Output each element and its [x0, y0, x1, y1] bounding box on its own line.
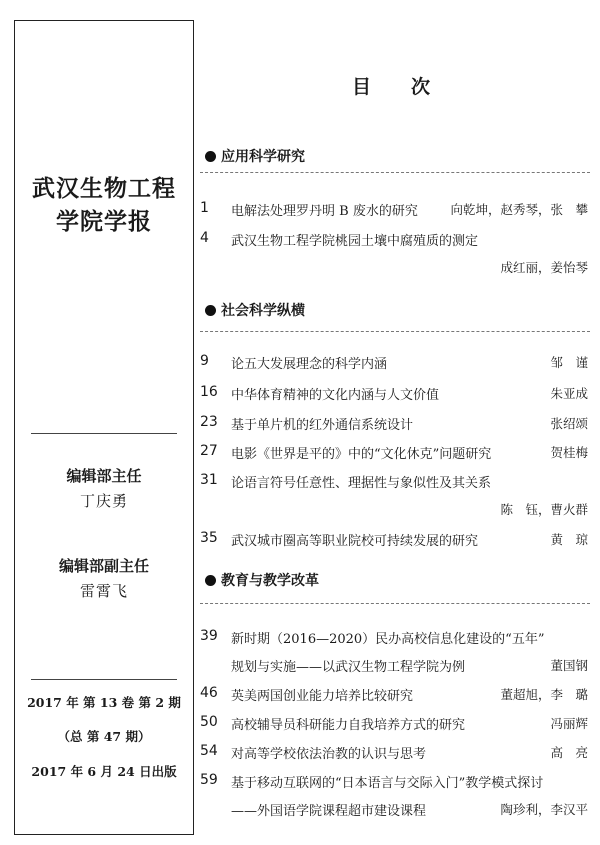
entry-title: 中华体育精神的文化内涵与人文价值 — [231, 388, 440, 403]
total-issue: （总 第 47 期） — [57, 729, 151, 744]
entry-authors: 董超旭，李 璐 — [500, 687, 588, 702]
entry-authors: 董国钢 — [550, 658, 588, 673]
entry-page: 16 — [200, 384, 218, 400]
entry-authors: 贺桂梅 — [550, 445, 588, 460]
sidebar-divider-top — [31, 433, 177, 434]
entry-title: 英美两国创业能力培养比较研究 — [231, 689, 414, 704]
entry-page: 9 — [200, 353, 209, 369]
section-name: 社会科学纵横 — [221, 303, 305, 319]
entry-page: 35 — [200, 530, 218, 546]
editor-role: 编辑部主任 — [66, 467, 142, 485]
entry-title: 电解法处理罗丹明 B 废水的研究 — [231, 204, 418, 219]
entry-page: 59 — [200, 772, 218, 788]
deputy-editor-block — [15, 555, 193, 601]
journal-title — [15, 173, 193, 239]
entry-page: 39 — [200, 628, 218, 644]
journal-title-line2: 学院学报 — [56, 209, 152, 235]
section-heading-social-science — [205, 300, 305, 320]
entry-title-continuation: 规划与实施——以武汉生物工程学院为例 — [231, 660, 466, 675]
toc-title: 目次 — [352, 76, 471, 98]
entry-page: 1 — [200, 200, 209, 216]
entry-page: 23 — [200, 414, 218, 430]
entry-authors: 冯丽辉 — [550, 716, 588, 731]
entry-title: 论五大发展理念的科学内涵 — [231, 357, 388, 372]
issue-line: 2017 年 第 13 卷 第 2 期 — [27, 695, 181, 710]
entry-page: 50 — [200, 714, 218, 730]
entry-authors: 陈 钰，曹火群 — [500, 502, 588, 517]
entry-page: 31 — [200, 472, 218, 488]
entry-page: 46 — [200, 685, 218, 701]
section-heading-education-reform — [205, 570, 319, 590]
bullet-dot-icon — [205, 305, 216, 316]
entry-title: 基于单片机的红外通信系统设计 — [231, 418, 414, 433]
entry-authors: 成红丽，姜怡琴 — [500, 260, 588, 275]
section-divider — [200, 172, 590, 173]
deputy-editor-name: 雷霄飞 — [79, 582, 128, 600]
entry-authors: 向乾坤，赵秀琴，张 攀 — [450, 202, 588, 217]
entry-authors: 高 亮 — [550, 745, 588, 760]
entry-title: 新时期（2016—2020）民办高校信息化建设的“五年” — [231, 632, 545, 647]
entry-page: 27 — [200, 443, 218, 459]
publish-date: 2017 年 6 月 24 日出版 — [31, 764, 177, 779]
entry-authors: 黄 琼 — [550, 532, 588, 547]
entry-title-continuation: ——外国语学院课程超市建设课程 — [231, 804, 427, 819]
bullet-dot-icon — [205, 151, 216, 162]
entry-authors: 朱亚成 — [550, 386, 588, 401]
deputy-editor-role: 编辑部副主任 — [58, 557, 149, 575]
entry-title: 电影《世界是平的》中的“文化休克”问题研究 — [231, 447, 492, 462]
section-name: 应用科学研究 — [221, 149, 305, 165]
section-heading-applied-science — [205, 146, 305, 166]
editor-block — [15, 465, 193, 511]
entry-authors: 邹 谨 — [550, 355, 588, 370]
editor-name: 丁庆勇 — [79, 492, 128, 510]
entry-title: 武汉城市圈高等职业院校可持续发展的研究 — [231, 534, 479, 549]
section-name: 教育与教学改革 — [221, 573, 319, 589]
entry-authors: 张绍颂 — [550, 416, 588, 431]
journal-sidebar — [14, 20, 194, 835]
sidebar-divider-bottom — [31, 679, 177, 680]
entry-title: 论语言符号任意性、理据性与象似性及其关系 — [231, 476, 492, 491]
entry-page: 54 — [200, 743, 218, 759]
bullet-dot-icon — [205, 575, 216, 586]
entry-page: 4 — [200, 230, 209, 246]
entry-title: 对高等学校依法治教的认识与思考 — [231, 747, 427, 762]
journal-title-line1: 武汉生物工程 — [32, 176, 176, 202]
entry-title: 基于移动互联网的“日本语言与交际入门”教学模式探讨 — [231, 776, 544, 791]
section-divider — [200, 603, 590, 604]
section-divider — [200, 331, 590, 332]
entry-authors: 陶珍利，李汉平 — [500, 802, 588, 817]
entry-title: 武汉生物工程学院桃园土壤中腐殖质的测定 — [231, 234, 479, 249]
entry-title: 高校辅导员科研能力自我培养方式的研究 — [231, 718, 466, 733]
